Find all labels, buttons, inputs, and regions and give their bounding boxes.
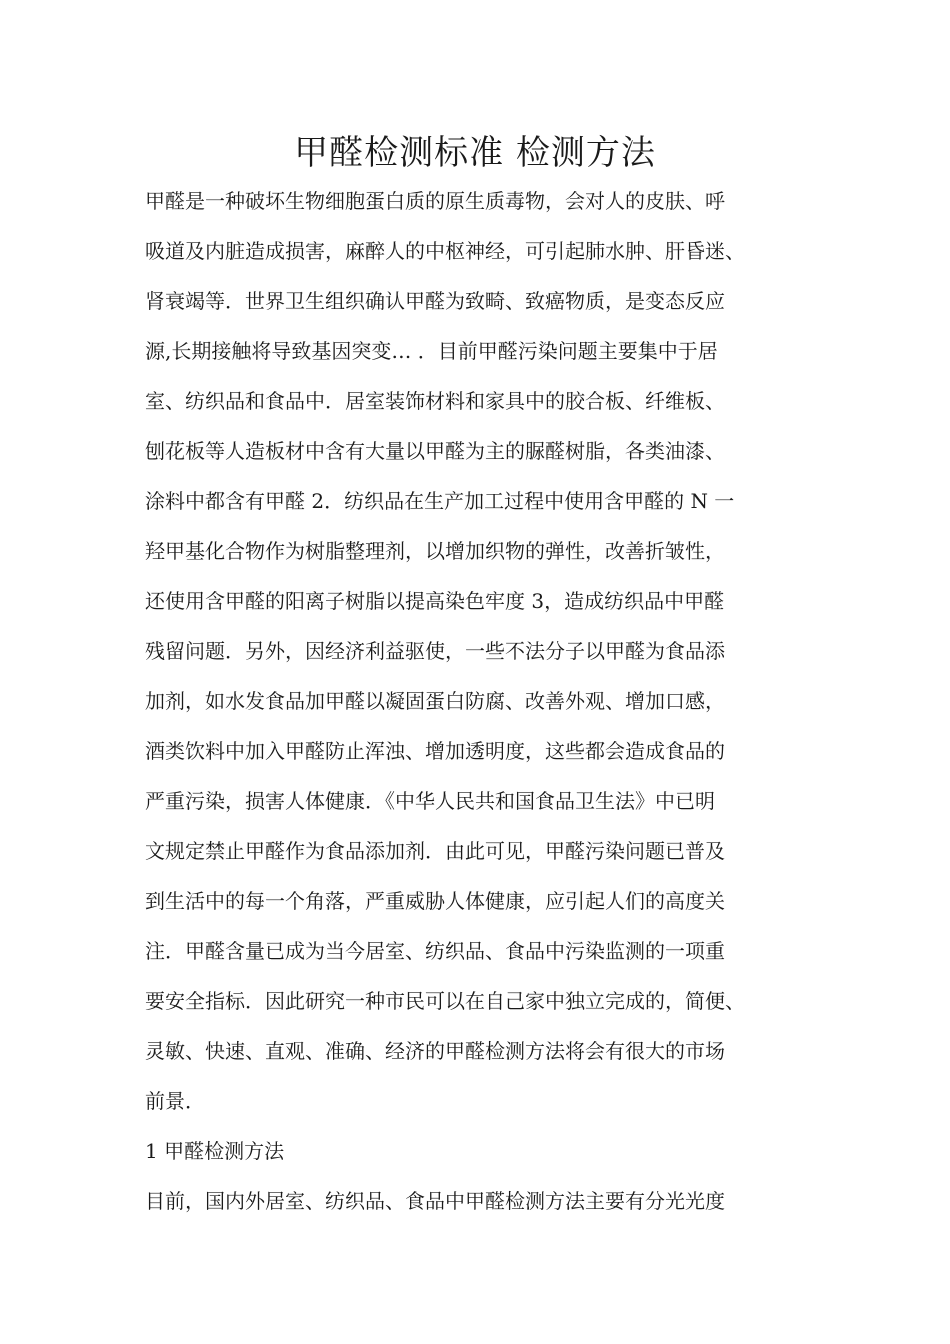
body-line: 源,长期接触将导致基因突变… ．目前甲醛污染问题主要集中于居 [145,339,718,363]
body-line: 室、纺织品和食品中．居室装饰材料和家具中的胶合板、纤维板、 [145,389,725,413]
body-line: 要安全指标．因此研究一种市民可以在自己家中独立完成的，简便、 [145,989,745,1013]
document-body [145,176,825,1226]
body-line: 灵敏、快速、直观、准确、经济的甲醛检测方法将会有很大的市场 [145,1039,725,1063]
document-title: 甲醛检测标准 检测方法 [294,133,656,173]
body-line: 加剂，如水发食品加甲醛以凝固蛋白防腐、改善外观、增加口感， [145,689,725,713]
body-line: 到生活中的每一个角落，严重威胁人体健康，应引起人们的高度关 [145,889,725,913]
body-line: 涂料中都含有甲醛 2．纺织品在生产加工过程中使用含甲醛的 N 一 [145,489,735,513]
body-line: 还使用含甲醛的阳离子树脂以提高染色牢度 3，造成纺织品中甲醛 [145,589,725,613]
body-line: 目前，国内外居室、纺织品、食品中甲醛检测方法主要有分光光度 [145,1189,725,1213]
body-line: 前景． [145,1089,205,1113]
section-heading: 1 甲醛检测方法 [145,1139,285,1163]
body-line: 刨花板等人造板材中含有大量以甲醛为主的脲醛树脂，各类油漆、 [145,439,725,463]
body-line: 酒类饮料中加入甲醛防止浑浊、增加透明度，这些都会造成食品的 [145,739,725,763]
body-line: 吸道及内脏造成损害，麻醉人的中枢神经，可引起肺水肿、肝昏迷、 [145,239,745,263]
body-line: 文规定禁止甲醛作为食品添加剂．由此可见，甲醛污染问题已普及 [145,839,725,863]
body-line: 肾衰竭等．世界卫生组织确认甲醛为致畸、致癌物质，是变态反应 [145,289,725,313]
body-line: 甲醛是一种破坏生物细胞蛋白质的原生质毒物，会对人的皮肤、呼 [145,189,725,213]
body-line: 注．甲醛含量已成为当今居室、纺织品、食品中污染监测的一项重 [145,939,725,963]
body-line: 严重污染，损害人体健康．《中华人民共和国食品卫生法》中已明 [145,789,715,813]
body-line: 残留问题．另外，因经济利益驱使，一些不法分子以甲醛为食品添 [145,639,725,663]
body-line: 羟甲基化合物作为树脂整理剂，以增加织物的弹性，改善折皱性， [145,539,725,563]
